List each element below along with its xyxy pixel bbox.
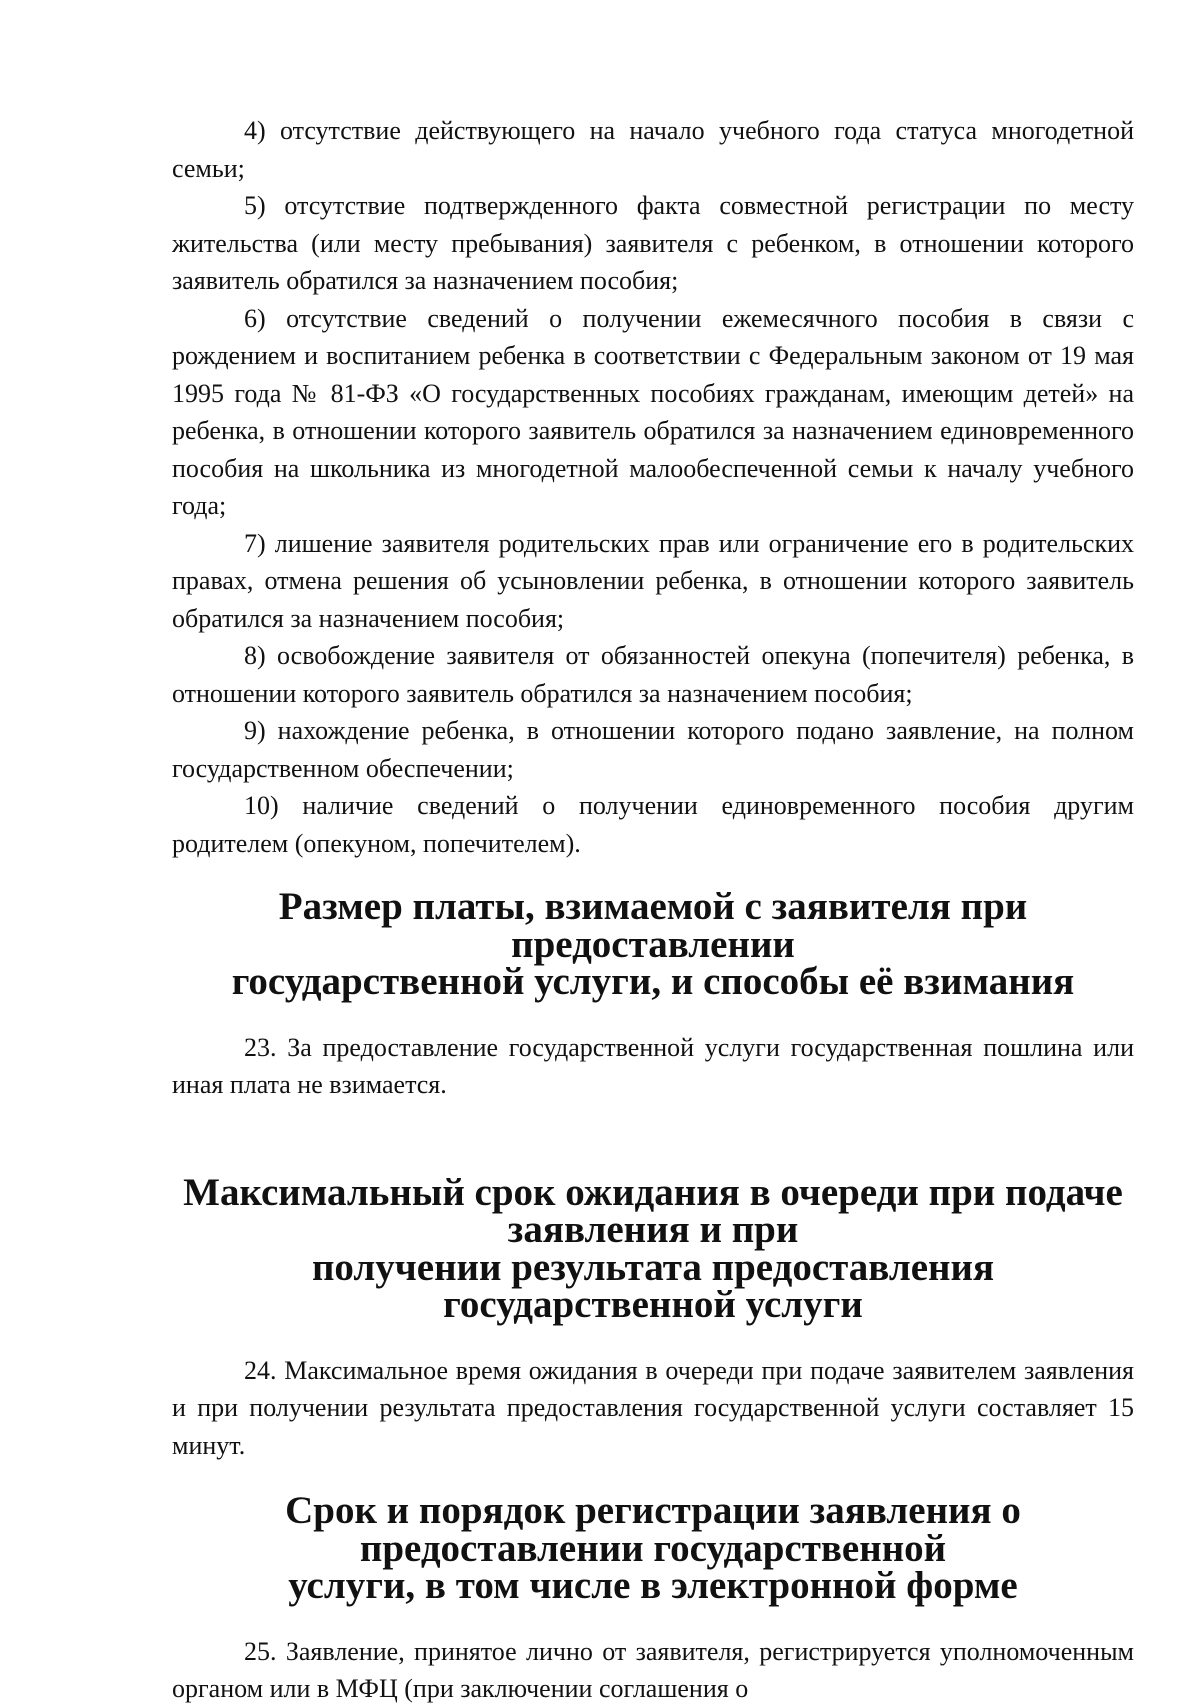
section-heading-registration: [172, 1489, 1134, 1607]
list-item-4: 4) отсутствие действующего на начало учебного года статуса многодетной семьи;: [172, 116, 1134, 183]
section-heading-fee-line1: Размер платы, взимаемой с заявителя при предоставлении: [278, 885, 1028, 966]
spacer: [172, 1464, 1134, 1492]
section-heading-wait-line1: Максимальный срок ожидания в очереди при подаче заявления и при: [183, 1170, 1123, 1251]
spacer: [172, 1104, 1134, 1174]
section-heading-wait: [172, 1170, 1134, 1326]
paragraph-25: 25. Заявление, принятое лично от заявителя, регистрируется уполномоченным органом или в МФЦ (при заключении соглашения о: [172, 1636, 1134, 1703]
document-page: [172, 112, 1134, 1708]
section-heading-fee: [172, 885, 1134, 1003]
list-item-7: 7) лишение заявителя родительских прав или ограничение его в родительских правах, отмена решения об усыновлении ребенка, в отношении которого заявитель обратился за назначением пособия;: [172, 528, 1134, 633]
section-heading-wait-line2: получении результата предоставления государственной услуги: [311, 1245, 995, 1326]
section-heading-registration-line2: услуги, в том числе в электронной форме: [288, 1564, 1018, 1607]
section-heading-registration-line1: Срок и порядок регистрации заявления о предоставлении государственной: [285, 1489, 1021, 1570]
section-heading-fee-line2: государственной услуги, и способы её взимания: [231, 960, 1075, 1003]
spacer: [172, 1605, 1134, 1633]
list-item-9: 9) нахождение ребенка, в отношении которого подано заявление, на полном государственном обеспечении;: [172, 716, 1134, 783]
spacer: [172, 1001, 1134, 1029]
list-item-8: 8) освобождение заявителя от обязанностей опекуна (попечителя) ребенка, в отношении которого заявитель обратился за назначением пособия;: [172, 641, 1134, 708]
paragraph-24: 24. Максимальное время ожидания в очереди при подаче заявителем заявления и при получении результата предоставления государственной услуги составляет 15 минут.: [172, 1355, 1134, 1460]
list-item-6: 6) отсутствие сведений о получении ежемесячного пособия в связи с рождением и воспитанием ребенка в соответствии с Федеральным законом от 19 мая 1995 года № 81-ФЗ «О государственных пособиях гражданам, имеющим детей» на ребенка, в отношении которого заявитель обратился за назначением единовременного пособия на школьника из многодетной малообеспеченной семьи к началу учебного года;: [172, 303, 1134, 520]
list-item-5: 5) отсутствие подтвержденного факта совместной регистрации по месту жительства (или месту пребывания) заявителя с ребенком, в отношении которого заявитель обратился за назначением пособия;: [172, 191, 1134, 295]
paragraph-23: 23. За предоставление государственной услуги государственная пошлина или иная плата не взимается.: [172, 1032, 1134, 1099]
list-item-10: 10) наличие сведений о получении единовременного пособия другим родителем (опекуном, попечителем).: [172, 791, 1134, 858]
spacer: [172, 1324, 1134, 1352]
